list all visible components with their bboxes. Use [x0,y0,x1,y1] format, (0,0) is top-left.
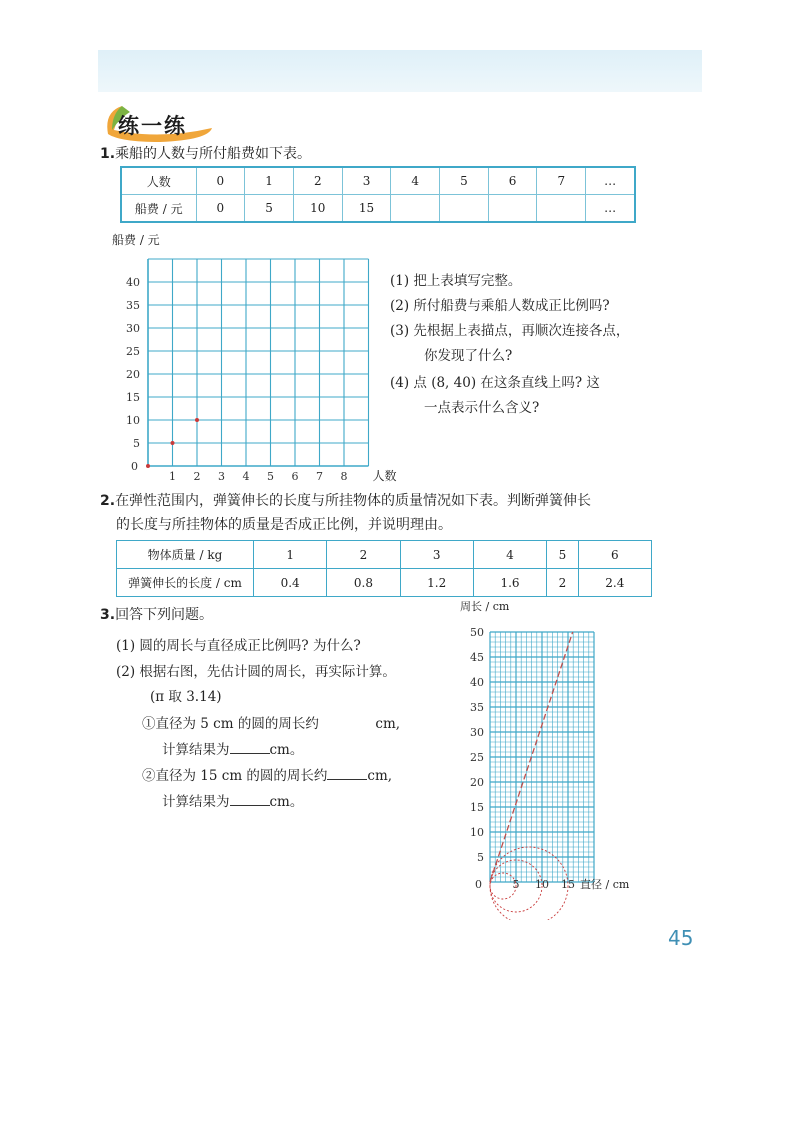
q2-title [100,492,591,510]
table-cell: … [586,195,635,223]
table-cell: 5 [440,167,489,195]
y-tick-label: 25 [126,345,140,358]
x-tick-label: 7 [316,470,323,483]
q1-sub3 [390,322,629,340]
calc-prefix: 计算结果为 [162,794,230,810]
q3-number: 3. [100,607,116,623]
table-cell: 2 [547,569,579,597]
y-tick-label: 40 [126,276,140,289]
x-tick-label: 10 [535,878,549,891]
q3-line1: (1) 圆的周长与直径成正比例吗? 为什么? [116,638,361,654]
spring-table [116,540,652,597]
row-label: 物体质量 / kg [117,541,254,569]
q2-text-line1: 在弹性范围内，弹簧伸长的长度与所挂物体的质量情况如下表。判断弹簧伸长 [115,493,592,509]
table-cell: 10 [293,195,342,223]
calc-suffix: cm。 [269,794,304,810]
x-tick-label: 5 [512,878,520,891]
boat-fee-table [120,166,636,223]
q1-number: 1. [100,146,116,162]
table-cell: 6 [488,167,537,195]
q2-number: 2. [100,493,116,509]
q1-sub4-cont [424,399,539,417]
x-tick-label: 6 [291,470,299,483]
table-row [121,167,635,195]
table-cell: … [586,167,635,195]
row-label: 人数 [121,167,196,195]
table-row [121,195,635,223]
q1-sub2 [390,297,610,315]
data-point [195,418,199,422]
q1-sub4 [390,374,600,392]
q2-text-line2: 的长度与所挂物体的质量是否成正比例，并说明理由。 [116,517,452,533]
data-point [171,441,175,445]
table-cell: 2 [327,541,400,569]
table-cell: 0.8 [327,569,400,597]
diameter-circle [490,847,568,920]
table-cell [488,195,537,223]
q3-a2-calc [162,793,303,811]
y-tick-label: 10 [470,826,484,839]
x-tick-label: 1 [169,470,176,483]
a2-prefix: ②直径为 15 cm 的圆的周长约 [142,768,328,784]
x-tick-label: 5 [267,470,274,483]
q1-sub3-cont [424,347,512,365]
answer-blank[interactable] [230,793,270,806]
y-tick-label: 45 [470,651,484,664]
table-cell: 2.4 [578,569,651,597]
circumference-chart [452,596,652,920]
boat-fee-chart [110,228,410,490]
table-cell [440,195,489,223]
y-tick-label: 30 [126,322,140,335]
table-row [117,569,652,597]
q3-a1 [142,715,400,733]
answer-blank[interactable] [327,767,367,780]
table-cell: 4 [391,167,440,195]
q3-pi-note: (π 取 3.14) [150,689,222,705]
y-tick-label: 20 [470,776,484,789]
table-cell: 1.2 [400,569,473,597]
sub-text: (4) 点 (8, 40) 在这条直线上吗? 这 [390,375,600,391]
table-cell: 1 [254,541,327,569]
sub-text: (3) 先根据上表描点，再顺次连接各点， [390,323,630,339]
y-tick-label: 5 [133,437,140,450]
section-title: 练一练 [118,114,187,138]
answer-blank[interactable] [323,716,371,728]
q1-sub1 [390,272,521,290]
x-tick-label: 2 [193,470,201,483]
y-axis-label: 船费 / 元 [112,233,160,247]
x-tick-label: 3 [218,470,225,483]
table-cell [537,195,586,223]
row-label: 船费 / 元 [121,195,196,223]
table-row [117,541,652,569]
table-cell: 2 [293,167,342,195]
answer-blank[interactable] [230,741,270,754]
sub-text: 一点表示什么含义? [424,400,540,416]
table-cell: 5 [245,195,294,223]
x-tick-label: 15 [561,878,575,891]
y-tick-label: 20 [126,368,140,381]
y-tick-label: 30 [470,726,484,739]
q3-line2: (2) 根据右图，先估计圆的周长，再实际计算。 [116,664,396,680]
y-tick-label: 40 [470,676,484,689]
x-tick-label: 4 [242,470,250,483]
table-cell: 0.4 [254,569,327,597]
table-cell: 15 [342,195,391,223]
sub-text: (1) 把上表填写完整。 [390,273,522,289]
table-cell: 5 [547,541,579,569]
y-tick-label: 10 [126,414,140,427]
table-cell: 7 [537,167,586,195]
data-point [146,464,150,468]
table-cell: 1 [245,167,294,195]
y-tick-label: 5 [477,851,484,864]
table-cell [391,195,440,223]
x-axis-label: 直径 / cm [580,878,630,891]
origin-label: 0 [475,878,482,891]
y-axis-label: 周长 / cm [460,600,510,613]
header-band [98,50,702,92]
a1-prefix: ①直径为 5 cm 的圆的周长约 [142,716,319,732]
y-tick-label: 15 [126,391,140,404]
table-cell: 6 [578,541,651,569]
table-cell: 3 [400,541,473,569]
table-cell: 3 [342,167,391,195]
y-tick-label: 50 [470,626,484,639]
calc-suffix: cm。 [269,742,304,758]
y-tick-label: 15 [470,801,484,814]
page-number: 45 [668,926,694,950]
x-axis-label: 人数 [372,469,397,483]
sub-text: (2) 所付船费与乘船人数成正比例吗? [390,298,610,314]
q3-a1-calc [162,741,303,759]
q1-text: 乘船的人数与所付船费如下表。 [115,146,312,162]
y-tick-label: 25 [470,751,484,764]
y-tick-label: 35 [126,299,140,312]
sub-text: 你发现了什么? [424,348,513,364]
q3-title [100,606,213,624]
x-tick-label: 8 [340,470,348,483]
origin-label: 0 [131,460,138,473]
a2-suffix: cm, [367,768,393,784]
y-tick-label: 35 [470,701,484,714]
q3-text: 回答下列问题。 [115,607,214,623]
row-label: 弹簧伸长的长度 / cm [117,569,254,597]
a1-suffix: cm, [375,716,401,732]
q3-a2 [142,767,392,785]
table-cell: 0 [196,195,245,223]
table-cell: 0 [196,167,245,195]
calc-prefix: 计算结果为 [162,742,230,758]
table-cell: 1.6 [473,569,546,597]
q1-title [100,145,311,163]
table-cell: 4 [473,541,546,569]
